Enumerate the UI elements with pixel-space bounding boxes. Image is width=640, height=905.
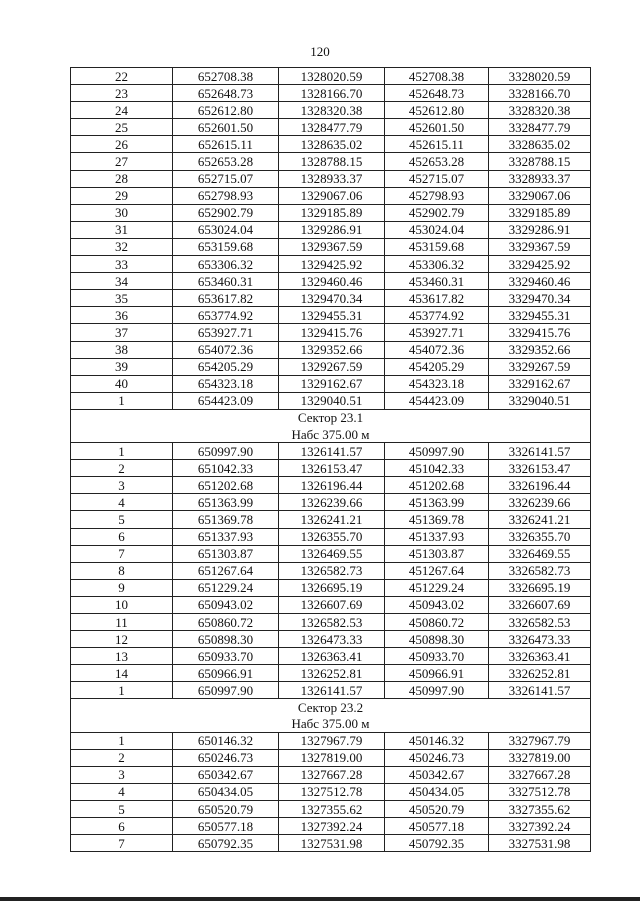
y-coordinate-cell: 1329455.31 — [279, 307, 385, 324]
table-row — [71, 818, 591, 835]
point-number-cell: 5 — [71, 511, 173, 528]
x-coordinate-cell: 650520.79 — [173, 801, 279, 818]
x-coordinate-cell: 650577.18 — [173, 818, 279, 835]
x-local-cell: 452615.11 — [385, 136, 489, 153]
x-coordinate-cell: 650966.91 — [173, 665, 279, 682]
table-row — [71, 579, 591, 596]
x-local-cell: 452708.38 — [385, 68, 489, 85]
y-coordinate-cell: 1326141.57 — [279, 443, 385, 460]
page-number: 120 — [310, 44, 330, 59]
y-local-cell: 3329455.31 — [489, 307, 591, 324]
point-number-cell: 2 — [71, 749, 173, 766]
x-coordinate-cell: 650898.30 — [173, 631, 279, 648]
point-number-cell: 7 — [71, 545, 173, 562]
point-number-cell: 39 — [71, 358, 173, 375]
point-number-cell: 7 — [71, 835, 173, 852]
x-coordinate-cell: 654323.18 — [173, 375, 279, 392]
point-number-cell: 26 — [71, 136, 173, 153]
table-row — [71, 375, 591, 392]
y-local-cell: 3329470.34 — [489, 290, 591, 307]
table-row — [71, 665, 591, 682]
x-local-cell: 450933.70 — [385, 648, 489, 665]
x-local-cell: 450146.32 — [385, 732, 489, 749]
y-coordinate-cell: 1327512.78 — [279, 783, 385, 800]
table-row — [71, 835, 591, 852]
y-local-cell: 3326695.19 — [489, 579, 591, 596]
y-coordinate-cell: 1326582.53 — [279, 614, 385, 631]
x-coordinate-cell: 653460.31 — [173, 273, 279, 290]
point-number-cell: 11 — [71, 614, 173, 631]
point-number-cell: 34 — [71, 273, 173, 290]
x-local-cell: 451369.78 — [385, 511, 489, 528]
table-row — [71, 68, 591, 85]
y-coordinate-cell: 1326607.69 — [279, 596, 385, 613]
point-number-cell: 25 — [71, 119, 173, 136]
y-coordinate-cell: 1329460.46 — [279, 273, 385, 290]
y-local-cell: 3326582.73 — [489, 562, 591, 579]
bottom-rule — [0, 897, 640, 901]
x-local-cell: 453617.82 — [385, 290, 489, 307]
x-coordinate-cell: 651229.24 — [173, 579, 279, 596]
sector-title: Сектор 23.1 — [71, 409, 591, 426]
table-row — [71, 545, 591, 562]
y-local-cell: 3326141.57 — [489, 443, 591, 460]
x-coordinate-cell: 653774.92 — [173, 307, 279, 324]
x-coordinate-cell: 653617.82 — [173, 290, 279, 307]
y-coordinate-cell: 1328166.70 — [279, 85, 385, 102]
x-local-cell: 452612.80 — [385, 102, 489, 119]
y-coordinate-cell: 1328320.38 — [279, 102, 385, 119]
y-local-cell: 3327512.78 — [489, 783, 591, 800]
point-number-cell: 6 — [71, 528, 173, 545]
x-coordinate-cell: 650933.70 — [173, 648, 279, 665]
table-row — [71, 221, 591, 238]
table-row — [71, 392, 591, 409]
x-local-cell: 451303.87 — [385, 545, 489, 562]
point-number-cell: 30 — [71, 204, 173, 221]
x-local-cell: 451202.68 — [385, 477, 489, 494]
table-row — [71, 562, 591, 579]
y-local-cell: 3327967.79 — [489, 732, 591, 749]
x-local-cell: 450246.73 — [385, 749, 489, 766]
x-coordinate-cell: 653306.32 — [173, 256, 279, 273]
sector-height: Набс 375.00 м — [71, 426, 591, 443]
x-coordinate-cell: 652648.73 — [173, 85, 279, 102]
y-coordinate-cell: 1326196.44 — [279, 477, 385, 494]
y-local-cell: 3326582.53 — [489, 614, 591, 631]
y-local-cell: 3328320.38 — [489, 102, 591, 119]
table-row — [71, 290, 591, 307]
point-number-cell: 4 — [71, 783, 173, 800]
table-row — [71, 596, 591, 613]
x-coordinate-cell: 654205.29 — [173, 358, 279, 375]
y-local-cell: 3326355.70 — [489, 528, 591, 545]
y-local-cell: 3329067.06 — [489, 187, 591, 204]
x-local-cell: 452601.50 — [385, 119, 489, 136]
point-number-cell: 33 — [71, 256, 173, 273]
table-row — [71, 783, 591, 800]
point-number-cell: 35 — [71, 290, 173, 307]
x-coordinate-cell: 650146.32 — [173, 732, 279, 749]
table-row — [71, 801, 591, 818]
x-local-cell: 450577.18 — [385, 818, 489, 835]
point-number-cell: 32 — [71, 238, 173, 255]
x-coordinate-cell: 654072.36 — [173, 341, 279, 358]
x-coordinate-cell: 653024.04 — [173, 221, 279, 238]
x-coordinate-cell: 651267.64 — [173, 562, 279, 579]
y-coordinate-cell: 1327531.98 — [279, 835, 385, 852]
y-local-cell: 3326196.44 — [489, 477, 591, 494]
x-coordinate-cell: 651337.93 — [173, 528, 279, 545]
y-local-cell: 3328788.15 — [489, 153, 591, 170]
y-local-cell: 3326153.47 — [489, 460, 591, 477]
y-coordinate-cell: 1329040.51 — [279, 392, 385, 409]
table-row — [71, 102, 591, 119]
y-local-cell: 3329352.66 — [489, 341, 591, 358]
point-number-cell: 3 — [71, 477, 173, 494]
y-coordinate-cell: 1329286.91 — [279, 221, 385, 238]
x-coordinate-cell: 654423.09 — [173, 392, 279, 409]
y-local-cell: 3326239.66 — [489, 494, 591, 511]
y-local-cell: 3327392.24 — [489, 818, 591, 835]
table-row — [71, 511, 591, 528]
point-number-cell: 10 — [71, 596, 173, 613]
x-local-cell: 452902.79 — [385, 204, 489, 221]
table-row — [71, 494, 591, 511]
y-local-cell: 3329162.67 — [489, 375, 591, 392]
point-number-cell: 8 — [71, 562, 173, 579]
x-local-cell: 450860.72 — [385, 614, 489, 631]
x-local-cell: 454423.09 — [385, 392, 489, 409]
y-local-cell: 3326607.69 — [489, 596, 591, 613]
x-local-cell: 453024.04 — [385, 221, 489, 238]
x-coordinate-cell: 650860.72 — [173, 614, 279, 631]
x-coordinate-cell: 652902.79 — [173, 204, 279, 221]
table-row — [71, 341, 591, 358]
y-local-cell: 3328933.37 — [489, 170, 591, 187]
x-local-cell: 452715.07 — [385, 170, 489, 187]
table-row — [71, 477, 591, 494]
table-row — [71, 648, 591, 665]
sector-title: Сектор 23.2 — [71, 699, 591, 716]
table-row — [71, 119, 591, 136]
x-local-cell: 450792.35 — [385, 835, 489, 852]
point-number-cell: 28 — [71, 170, 173, 187]
x-local-cell: 450342.67 — [385, 766, 489, 783]
y-local-cell: 3327819.00 — [489, 749, 591, 766]
y-coordinate-cell: 1326582.73 — [279, 562, 385, 579]
point-number-cell: 1 — [71, 392, 173, 409]
y-coordinate-cell: 1329367.59 — [279, 238, 385, 255]
x-local-cell: 450997.90 — [385, 682, 489, 699]
y-coordinate-cell: 1327392.24 — [279, 818, 385, 835]
y-coordinate-cell: 1326473.33 — [279, 631, 385, 648]
x-local-cell: 453460.31 — [385, 273, 489, 290]
point-number-cell: 1 — [71, 682, 173, 699]
table-row — [71, 85, 591, 102]
y-local-cell: 3329185.89 — [489, 204, 591, 221]
table-row — [71, 256, 591, 273]
y-local-cell: 3326363.41 — [489, 648, 591, 665]
sector-title-row — [71, 699, 591, 716]
y-local-cell: 3328477.79 — [489, 119, 591, 136]
coordinates-table — [70, 67, 591, 852]
x-local-cell: 453159.68 — [385, 238, 489, 255]
x-coordinate-cell: 650246.73 — [173, 749, 279, 766]
y-local-cell: 3328635.02 — [489, 136, 591, 153]
x-coordinate-cell: 652601.50 — [173, 119, 279, 136]
table-row — [71, 732, 591, 749]
table-row — [71, 136, 591, 153]
y-coordinate-cell: 1329067.06 — [279, 187, 385, 204]
point-number-cell: 3 — [71, 766, 173, 783]
y-local-cell: 3326141.57 — [489, 682, 591, 699]
point-number-cell: 4 — [71, 494, 173, 511]
table-row — [71, 153, 591, 170]
x-coordinate-cell: 652615.11 — [173, 136, 279, 153]
x-local-cell: 452653.28 — [385, 153, 489, 170]
y-coordinate-cell: 1329352.66 — [279, 341, 385, 358]
y-local-cell: 3329267.59 — [489, 358, 591, 375]
table-row — [71, 631, 591, 648]
point-number-cell: 1 — [71, 443, 173, 460]
y-coordinate-cell: 1329425.92 — [279, 256, 385, 273]
x-local-cell: 451229.24 — [385, 579, 489, 596]
y-local-cell: 3329040.51 — [489, 392, 591, 409]
table-row — [71, 324, 591, 341]
point-number-cell: 27 — [71, 153, 173, 170]
x-coordinate-cell: 652612.80 — [173, 102, 279, 119]
y-coordinate-cell: 1326241.21 — [279, 511, 385, 528]
point-number-cell: 29 — [71, 187, 173, 204]
x-coordinate-cell: 651303.87 — [173, 545, 279, 562]
point-number-cell: 38 — [71, 341, 173, 358]
x-coordinate-cell: 650792.35 — [173, 835, 279, 852]
point-number-cell: 2 — [71, 460, 173, 477]
x-coordinate-cell: 651042.33 — [173, 460, 279, 477]
y-local-cell: 3326252.81 — [489, 665, 591, 682]
y-local-cell: 3329460.46 — [489, 273, 591, 290]
x-coordinate-cell: 650342.67 — [173, 766, 279, 783]
sector-height: Набс 375.00 м — [71, 716, 591, 733]
y-coordinate-cell: 1326252.81 — [279, 665, 385, 682]
table-row — [71, 204, 591, 221]
x-local-cell: 453774.92 — [385, 307, 489, 324]
x-local-cell: 450943.02 — [385, 596, 489, 613]
y-coordinate-cell: 1328635.02 — [279, 136, 385, 153]
y-coordinate-cell: 1326695.19 — [279, 579, 385, 596]
x-local-cell: 450997.90 — [385, 443, 489, 460]
y-coordinate-cell: 1326153.47 — [279, 460, 385, 477]
x-local-cell: 454072.36 — [385, 341, 489, 358]
y-coordinate-cell: 1329185.89 — [279, 204, 385, 221]
point-number-cell: 9 — [71, 579, 173, 596]
y-coordinate-cell: 1328788.15 — [279, 153, 385, 170]
y-coordinate-cell: 1329267.59 — [279, 358, 385, 375]
x-coordinate-cell: 651202.68 — [173, 477, 279, 494]
x-coordinate-cell: 651369.78 — [173, 511, 279, 528]
y-coordinate-cell: 1326355.70 — [279, 528, 385, 545]
x-local-cell: 451042.33 — [385, 460, 489, 477]
sector-title-row — [71, 409, 591, 426]
point-number-cell: 23 — [71, 85, 173, 102]
x-local-cell: 454323.18 — [385, 375, 489, 392]
x-local-cell: 454205.29 — [385, 358, 489, 375]
sector-height-row — [71, 426, 591, 443]
point-number-cell: 22 — [71, 68, 173, 85]
x-coordinate-cell: 650434.05 — [173, 783, 279, 800]
point-number-cell: 31 — [71, 221, 173, 238]
point-number-cell: 36 — [71, 307, 173, 324]
x-local-cell: 451337.93 — [385, 528, 489, 545]
x-local-cell: 452648.73 — [385, 85, 489, 102]
x-local-cell: 452798.93 — [385, 187, 489, 204]
y-local-cell: 3327667.28 — [489, 766, 591, 783]
y-local-cell: 3329425.92 — [489, 256, 591, 273]
x-local-cell: 450898.30 — [385, 631, 489, 648]
y-local-cell: 3329415.76 — [489, 324, 591, 341]
y-coordinate-cell: 1329162.67 — [279, 375, 385, 392]
x-local-cell: 451363.99 — [385, 494, 489, 511]
point-number-cell: 13 — [71, 648, 173, 665]
x-coordinate-cell: 652798.93 — [173, 187, 279, 204]
y-coordinate-cell: 1329415.76 — [279, 324, 385, 341]
y-local-cell: 3326473.33 — [489, 631, 591, 648]
y-local-cell: 3327531.98 — [489, 835, 591, 852]
x-coordinate-cell: 652653.28 — [173, 153, 279, 170]
point-number-cell: 5 — [71, 801, 173, 818]
y-local-cell: 3328166.70 — [489, 85, 591, 102]
y-coordinate-cell: 1328020.59 — [279, 68, 385, 85]
y-local-cell: 3326469.55 — [489, 545, 591, 562]
y-local-cell: 3326241.21 — [489, 511, 591, 528]
x-coordinate-cell: 652715.07 — [173, 170, 279, 187]
x-coordinate-cell: 651363.99 — [173, 494, 279, 511]
x-coordinate-cell: 653159.68 — [173, 238, 279, 255]
table-row — [71, 682, 591, 699]
table-row — [71, 614, 591, 631]
x-local-cell: 450966.91 — [385, 665, 489, 682]
y-coordinate-cell: 1327355.62 — [279, 801, 385, 818]
y-coordinate-cell: 1327967.79 — [279, 732, 385, 749]
y-local-cell: 3329286.91 — [489, 221, 591, 238]
table-row — [71, 307, 591, 324]
table-row — [71, 238, 591, 255]
y-coordinate-cell: 1326363.41 — [279, 648, 385, 665]
y-coordinate-cell: 1327819.00 — [279, 749, 385, 766]
table-row — [71, 443, 591, 460]
point-number-cell: 12 — [71, 631, 173, 648]
y-local-cell: 3328020.59 — [489, 68, 591, 85]
x-coordinate-cell: 650943.02 — [173, 596, 279, 613]
x-local-cell: 453927.71 — [385, 324, 489, 341]
table-row — [71, 187, 591, 204]
table-row — [71, 460, 591, 477]
x-coordinate-cell: 650997.90 — [173, 682, 279, 699]
x-coordinate-cell: 650997.90 — [173, 443, 279, 460]
point-number-cell: 14 — [71, 665, 173, 682]
y-coordinate-cell: 1326239.66 — [279, 494, 385, 511]
table-row — [71, 273, 591, 290]
table-row — [71, 749, 591, 766]
table-row — [71, 528, 591, 545]
y-coordinate-cell: 1329470.34 — [279, 290, 385, 307]
x-local-cell: 451267.64 — [385, 562, 489, 579]
point-number-cell: 24 — [71, 102, 173, 119]
point-number-cell: 1 — [71, 732, 173, 749]
x-coordinate-cell: 652708.38 — [173, 68, 279, 85]
table-row — [71, 766, 591, 783]
table-row — [71, 170, 591, 187]
y-coordinate-cell: 1326141.57 — [279, 682, 385, 699]
y-coordinate-cell: 1326469.55 — [279, 545, 385, 562]
point-number-cell: 40 — [71, 375, 173, 392]
x-local-cell: 450520.79 — [385, 801, 489, 818]
y-local-cell: 3329367.59 — [489, 238, 591, 255]
y-coordinate-cell: 1328933.37 — [279, 170, 385, 187]
x-local-cell: 450434.05 — [385, 783, 489, 800]
table-row — [71, 358, 591, 375]
y-local-cell: 3327355.62 — [489, 801, 591, 818]
sector-height-row — [71, 716, 591, 733]
y-coordinate-cell: 1327667.28 — [279, 766, 385, 783]
coordinates-table-body — [71, 68, 591, 852]
x-local-cell: 453306.32 — [385, 256, 489, 273]
y-coordinate-cell: 1328477.79 — [279, 119, 385, 136]
point-number-cell: 37 — [71, 324, 173, 341]
point-number-cell: 6 — [71, 818, 173, 835]
x-coordinate-cell: 653927.71 — [173, 324, 279, 341]
